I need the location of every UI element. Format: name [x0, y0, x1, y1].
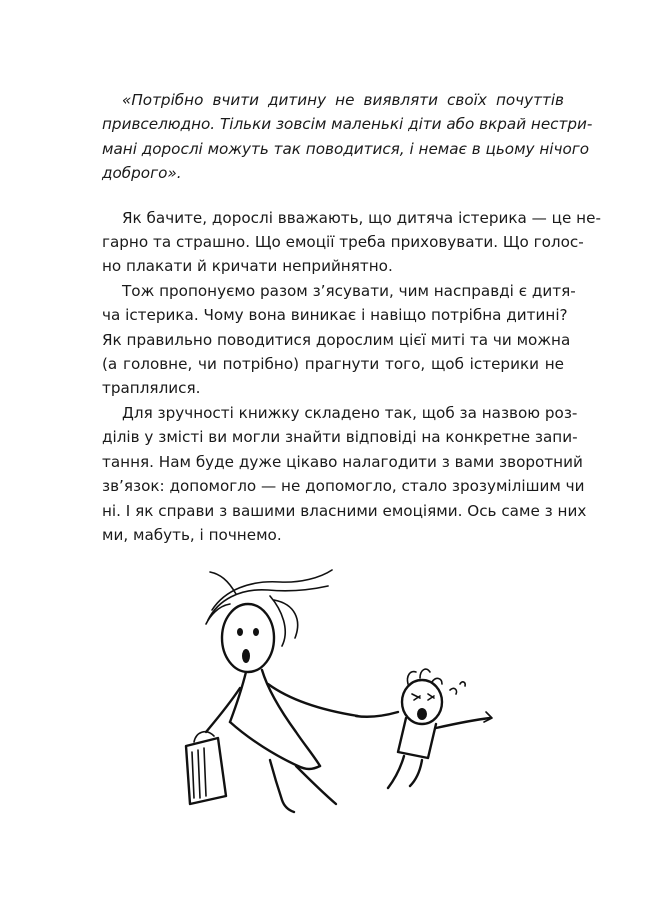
child-eye	[412, 694, 420, 700]
paragraph-1	[102, 206, 601, 279]
child-mouth	[417, 708, 427, 720]
paragraph-line: гарно та страшно. Що емоції треба приховувати. Що голос-	[102, 233, 584, 252]
mother-figure	[206, 570, 358, 812]
paragraph-3	[102, 401, 587, 547]
paragraph-line: (а головне, чи потрібно) прагнути того, щоб істерики не	[102, 355, 564, 374]
child-leg	[410, 760, 422, 786]
mother-mouth	[242, 649, 250, 663]
child-leg	[388, 756, 404, 788]
mother-eye	[237, 628, 243, 636]
paragraph-line: ділів у змісті ви могли знайти відповіді на конкретне запи-	[102, 428, 578, 447]
paragraph-line: ми, мабуть, і почнемо.	[102, 525, 282, 544]
bag-shading	[192, 748, 206, 798]
page-text	[102, 88, 601, 547]
paragraph-line: Як правильно поводитися дорослим цієї миті та чи можна	[102, 330, 571, 349]
child-arm	[356, 712, 398, 717]
quote-line: «Потрібно вчити дитину не виявляти своїх почуттів	[122, 91, 564, 109]
quote-line: доброго».	[102, 164, 182, 183]
paragraph-line: зв’язок: допомогло — не допомогло, стало зрозумілішим чи	[102, 477, 585, 496]
tear-icon	[450, 688, 457, 694]
paragraph-line: ні. І як справи з вашими власними емоціями. Ось саме з них	[102, 501, 587, 520]
paragraph-line: Для зручності книжку складено так, щоб за назвою роз-	[122, 403, 578, 422]
paragraph-line: Тож пропонуємо разом з’ясувати, чим насправді є дитя-	[122, 281, 576, 300]
child-arm	[436, 718, 490, 728]
quote-line: мані дорослі можуть так поводитися, і немає в цьому нічого	[102, 139, 590, 158]
bag	[186, 732, 226, 804]
quote-line: привселюдно. Тільки зовсім маленькі діти або вкрай нестри-	[102, 115, 593, 134]
child-figure	[356, 669, 492, 788]
paragraph-line: ча істерика. Чому вона виникає і навіщо потрібна дитині?	[102, 306, 568, 325]
child-hand	[484, 712, 492, 722]
child-eye	[428, 694, 434, 700]
mother-leg	[296, 766, 336, 804]
quote-block	[102, 88, 593, 186]
mother-eye	[253, 628, 259, 636]
paragraph-2	[102, 279, 576, 401]
paragraph-line: но плакати й кричати неприйнятно.	[102, 257, 393, 276]
tear-icon	[460, 682, 465, 686]
paragraph-line: тання. Нам буде дуже цікаво налагодити з вами зворотний	[102, 452, 583, 471]
paragraph-line: траплялися.	[102, 379, 201, 398]
mother-leg	[270, 760, 294, 812]
paragraph-line: Як бачите, дорослі вважають, що дитяча істерика — це не-	[122, 208, 601, 227]
mother-dragging-crying-child-drawing	[170, 560, 500, 825]
